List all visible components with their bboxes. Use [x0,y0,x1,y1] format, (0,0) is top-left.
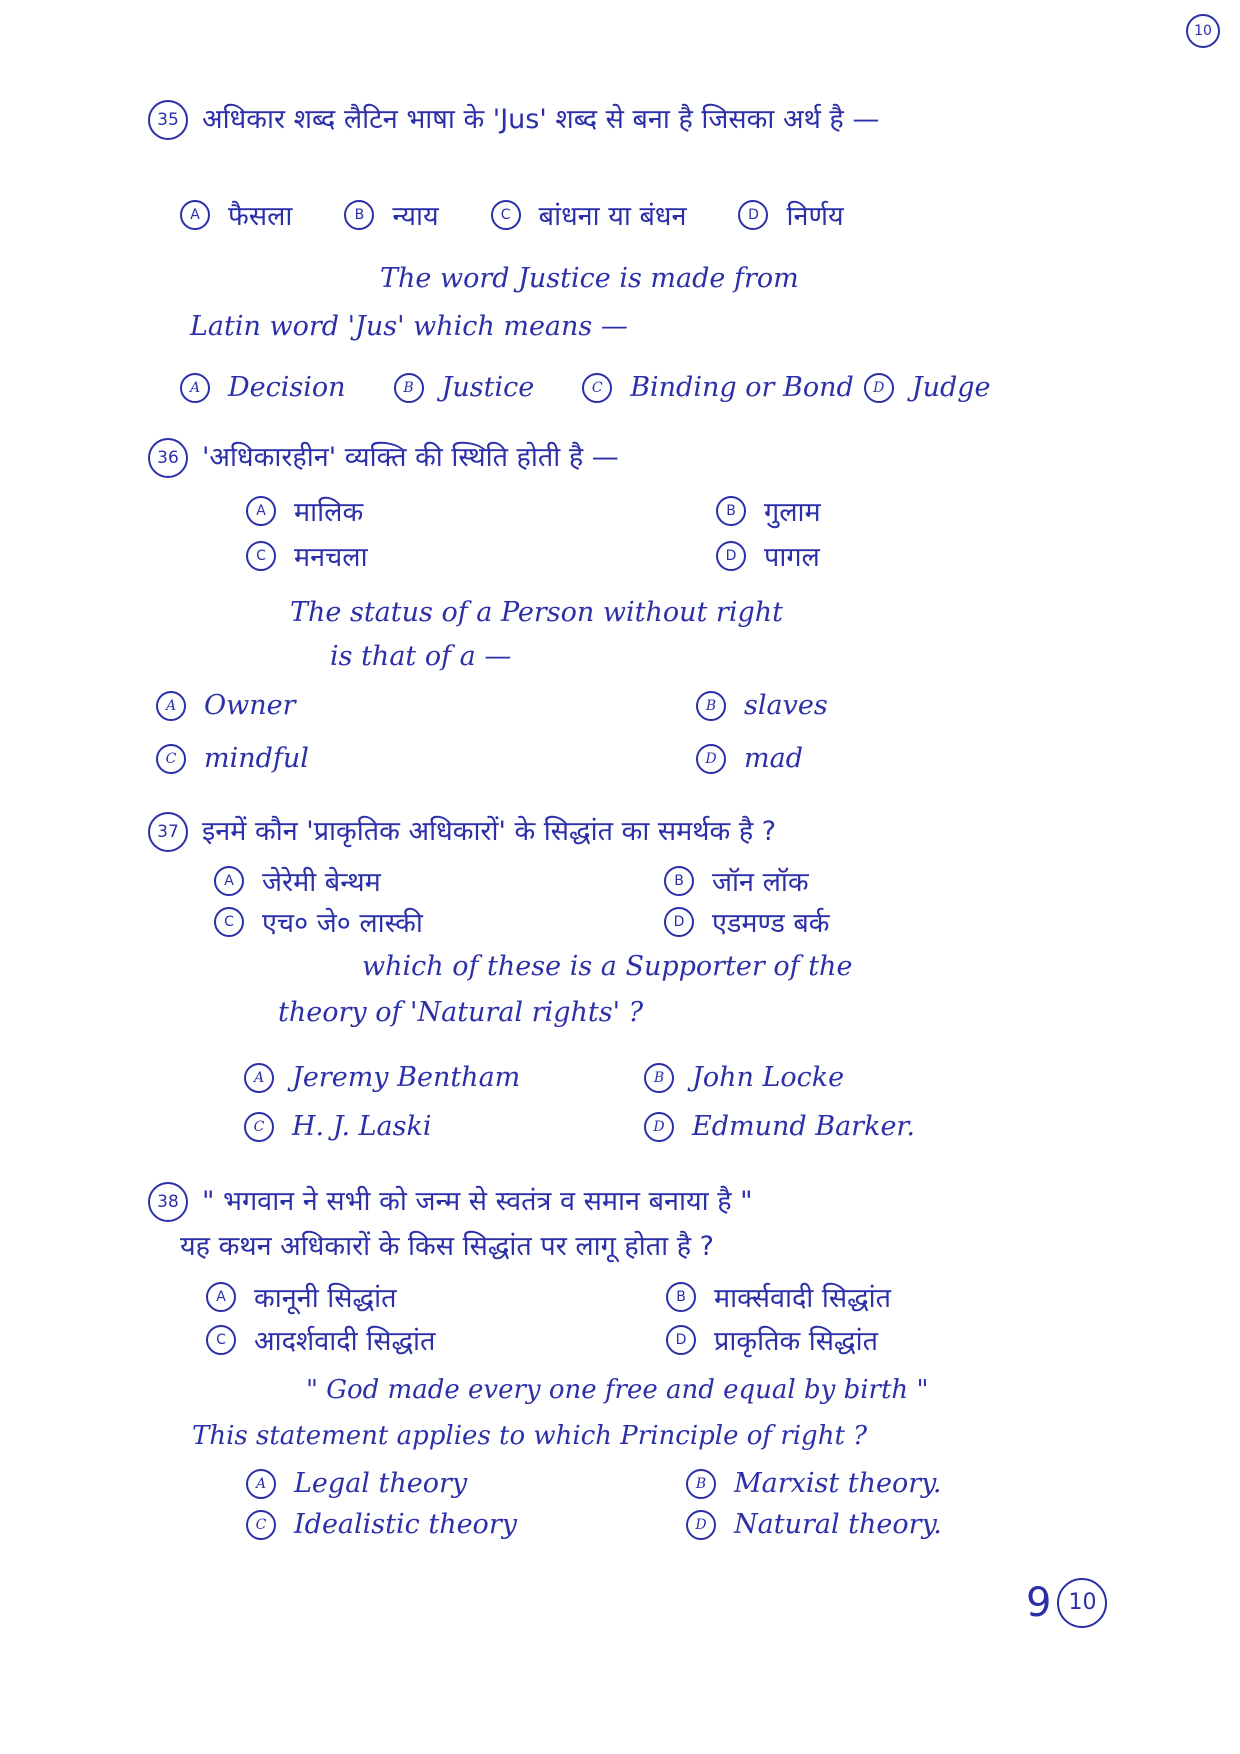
option-marker: A [246,496,276,526]
option-a[interactable] [180,196,292,233]
option-marker: A [214,866,244,896]
option-text: एडमण्ड बर्क [712,908,830,939]
option-marker: D [716,541,746,571]
english-question-line-2: theory of 'Natural rights' ? [278,997,644,1028]
hindi-question-line-2: यह कथन अधिकारों के किस सिद्धांत पर लागू होता है ? [180,1231,714,1262]
option-d[interactable] [686,1509,1086,1540]
option-marker: C [246,1510,276,1540]
option-text: mindful [204,743,309,774]
option-text: मार्क्सवादी सिद्धांत [714,1283,892,1314]
option-text: H. J. Laski [292,1111,432,1142]
english-question-line-2: Latin word 'Jus' which means — [190,311,628,342]
hindi-question-line-1: " भगवान ने सभी को जन्म से स्वतंत्र व समान बनाया है " [202,1186,753,1218]
option-text: Justice [441,372,535,403]
question-36-hindi-options [246,492,1136,574]
option-marker: D [738,200,768,230]
option-a[interactable] [206,1278,666,1315]
option-marker: D [666,1325,696,1355]
option-text: जॉन लॉक [712,867,809,898]
option-d[interactable] [738,196,843,233]
option-d[interactable] [666,1321,1086,1358]
english-question-line-1: " God made every one free and equal by birth " [306,1375,929,1405]
question-number: 36 [148,438,188,478]
option-a[interactable] [156,690,696,721]
question-38-hindi-options [206,1278,1086,1358]
option-marker: C [156,744,186,774]
score-obtained: 9 [1026,1580,1052,1626]
score-total: 10 [1057,1578,1107,1628]
option-b[interactable] [394,372,535,403]
option-marker: D [644,1112,674,1142]
option-d[interactable] [716,537,1136,574]
option-marker: B [644,1063,674,1093]
option-marker: C [491,200,521,230]
option-a[interactable] [246,1468,686,1499]
english-question-line-2: This statement applies to which Principle of right ? [192,1421,868,1451]
question-37-hindi-options [214,862,1084,940]
option-marker: D [664,907,694,937]
english-question-line-1: The word Justice is made from [380,263,799,294]
option-a[interactable] [244,1062,644,1093]
question-35 [148,100,1122,140]
question-35-hindi-options [180,196,896,233]
option-b[interactable] [344,196,438,233]
option-marker: B [344,200,374,230]
option-a[interactable] [214,862,664,899]
hindi-question-text: इनमें कौन 'प्राकृतिक अधिकारों' के सिद्धांत का समर्थक है ? [202,816,777,848]
option-marker: C [214,907,244,937]
question-37-english-options [244,1062,1064,1142]
option-marker: A [206,1282,236,1312]
option-marker: B [394,373,424,403]
option-marker: B [686,1469,716,1499]
option-b[interactable] [716,492,1136,529]
english-question-line-1: The status of a Person without right [290,597,784,628]
option-text: slaves [744,690,828,721]
option-marker: C [206,1325,236,1355]
question-number: 37 [148,812,188,852]
option-text: बांधना या बंधन [538,201,687,232]
option-text: Legal theory [294,1468,468,1499]
option-text: Decision [228,372,346,403]
english-question-line-1: which of these is a Supporter of the [362,951,853,982]
option-text: Owner [204,690,296,721]
option-text: Binding or Bond [630,372,854,403]
option-text: Judge [911,372,991,403]
option-c[interactable] [206,1321,666,1358]
option-text: पागल [764,542,820,573]
option-text: Natural theory. [734,1509,942,1540]
question-number: 35 [148,100,188,140]
option-b[interactable] [696,690,1096,721]
option-text: Jeremy Bentham [292,1062,521,1093]
option-text: न्याय [392,201,439,232]
option-text: फैसला [228,201,293,232]
option-marker: C [244,1112,274,1142]
option-marker: A [180,373,210,403]
question-37 [148,812,776,852]
option-marker: D [864,373,894,403]
option-d[interactable] [696,743,1096,774]
option-text: एच० जे० लास्की [262,908,423,939]
option-b[interactable] [644,1062,1064,1093]
option-c[interactable] [246,1509,686,1540]
option-c[interactable] [156,743,696,774]
option-text: प्राकृतिक सिद्धांत [714,1326,878,1357]
option-marker: C [582,373,612,403]
option-c[interactable] [214,903,664,940]
option-marker: B [696,691,726,721]
option-b[interactable] [666,1278,1086,1315]
question-38 [148,1182,753,1222]
option-b[interactable] [686,1468,1086,1499]
option-d[interactable] [864,372,991,403]
hindi-question-text: अधिकार शब्द लैटिन भाषा के 'Jus' शब्द से बना है जिसका अर्थ है — [202,104,880,136]
option-marker: A [244,1063,274,1093]
english-question-line-2: is that of a — [330,641,512,672]
option-marker: A [246,1469,276,1499]
option-a[interactable] [246,492,716,529]
score-mark [1026,1578,1107,1628]
hindi-question-text: 'अधिकारहीन' व्यक्ति की स्थिति होती है — [202,442,619,474]
option-marker: A [156,691,186,721]
option-b[interactable] [664,862,1084,899]
option-text: Edmund Barker. [692,1111,915,1142]
option-text: Marxist theory. [734,1468,942,1499]
question-38-english-options [246,1468,1086,1540]
option-text: आदर्शवादी सिद्धांत [254,1326,436,1357]
option-marker: D [696,744,726,774]
option-c[interactable] [244,1111,644,1142]
option-marker: D [686,1510,716,1540]
option-text: जेरेमी बेन्थम [262,867,381,898]
option-marker: B [666,1282,696,1312]
option-text: गुलाम [764,497,821,528]
option-marker: B [664,866,694,896]
option-marker: B [716,496,746,526]
option-d[interactable] [644,1111,1064,1142]
option-marker: A [180,200,210,230]
option-text: कानूनी सिद्धांत [254,1283,397,1314]
option-text: mad [744,743,803,774]
option-text: निर्णय [786,201,844,232]
question-35-english-options [180,372,991,403]
question-number: 38 [148,1182,188,1222]
option-marker: C [246,541,276,571]
option-text: मनचला [294,542,368,573]
option-a[interactable] [180,372,346,403]
question-36-english-options [156,690,1096,774]
option-text: मालिक [294,497,364,528]
option-c[interactable] [246,537,716,574]
question-36 [148,438,619,478]
option-c[interactable] [582,372,854,403]
option-text: Idealistic theory [294,1509,517,1540]
option-d[interactable] [664,903,1084,940]
option-c[interactable] [491,196,687,233]
option-text: John Locke [692,1062,845,1093]
page-number: 10 [1186,14,1220,48]
